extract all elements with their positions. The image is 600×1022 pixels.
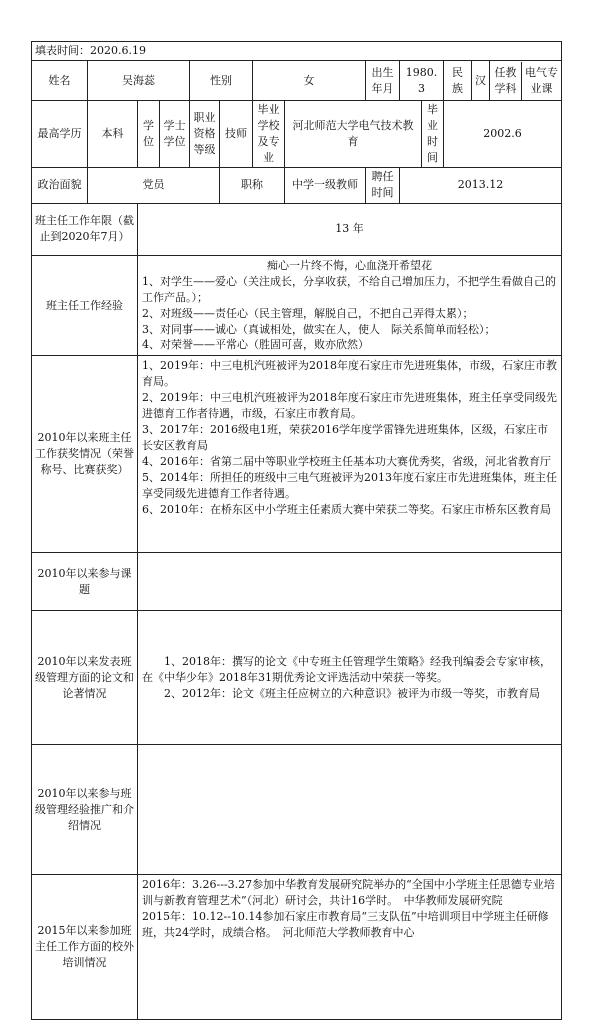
training-row	[32, 875, 562, 1020]
paper-item: 2、2012年：论文《班主任应树立的六种意识》被评为市级一等奖，市教育局	[164, 686, 540, 700]
years-label: 班主任工作年限（截止到2020年7月）	[32, 203, 138, 255]
experience-label: 班主任工作经验	[32, 255, 138, 356]
graduation-value: 2002.6	[444, 101, 562, 168]
experience-line: 1、对学生——爱心（关注成长，分享收获，不给自己增加压力，不把学生看做自己的工作产品。）；	[142, 274, 556, 304]
teacher-info-table	[31, 41, 562, 1020]
name-label: 姓名	[32, 61, 88, 101]
politics-value: 党员	[88, 167, 220, 203]
award-item: 2、2019年：中三电机汽班被评为2018年度石家庄市先进班集体，班主任享受同级先进德育工作者待遇，市级，石家庄市教育局。	[142, 391, 557, 421]
papers-label: 2010年以来发表班级管理方面的论文和论著情况	[32, 611, 138, 745]
fill-date-row	[32, 42, 562, 61]
paper-item: 1、2018年：撰写的论文《中专班主任管理学生策略》经我刊编委会专家审核，在《中华少年》2018年31期优秀论文评选活动中荣获一等奖。	[142, 654, 551, 684]
award-item: 6、2010年：在桥东区中小学班主任素质大赛中荣获二等奖。石家庄市桥东区教育局	[142, 502, 551, 516]
experience-heading: 痴心一片终不悔，心血浇开希望花	[267, 258, 433, 272]
title-label: 职称	[220, 167, 285, 203]
ethnic-label: 民族	[444, 61, 472, 101]
awards-label: 2010年以来班主任工作获奖情况（荣誉称号、比赛获奖）	[32, 356, 138, 553]
gender-value: 女	[253, 61, 366, 101]
training-item: 2016年：3.26---3.27参加中华教育发展研究院举办的“全国中小学班主任思德专业培训与新教育管理艺术”（河北）研讨会，共计16学时。 中华教师发展研究院	[142, 878, 555, 908]
award-item: 1、2019年：中三电机汽班被评为2018年度石家庄市先进班集体，市级，石家庄市教育局。	[142, 359, 557, 389]
education-label: 最高学历	[32, 101, 88, 168]
education-value: 本科	[88, 101, 138, 168]
experience-row	[32, 255, 562, 356]
basic-info-row	[32, 61, 562, 101]
experience-line: 3、对同事——诚心（真诚相处，做实在人，使人 际关系简单而轻松）；	[142, 322, 496, 336]
school-value: 河北师范大学电气技术教育	[285, 101, 422, 168]
years-row	[32, 203, 562, 255]
graduation-label: 毕业时间	[422, 101, 444, 168]
experience-line: 4、对荣誉——平常心（胜固可喜，败亦欣然）	[142, 338, 369, 352]
hire-label: 聘任时间	[366, 167, 400, 203]
subject-value: 电气专业课	[525, 65, 559, 95]
ethnic-value: 汉	[472, 61, 490, 101]
papers-content	[138, 611, 562, 745]
name-value: 吴海蕊	[88, 61, 190, 101]
award-item: 5、2014年：所担任的班级中三电气班被评为2013年度石家庄市先进班集体，班主任享受同级先进德育工作者待遇。	[142, 470, 557, 500]
topics-row	[32, 553, 562, 611]
politics-label: 政治面貌	[32, 167, 88, 203]
awards-row	[32, 356, 562, 553]
training-label: 2015年以来参加班主任工作方面的校外培训情况	[32, 875, 138, 1020]
topics-label: 2010年以来参与课题	[32, 553, 138, 611]
politics-row	[32, 167, 562, 203]
qualification-label: 职业资格等级	[190, 101, 220, 168]
award-item: 4、2016年：省第二届中等职业学校班主任基本功大赛优秀奖，省级，河北省教育厅	[142, 455, 551, 468]
subject-cell	[490, 61, 562, 101]
promotion-label: 2010年以来参与班级管理经验推广和介绍情况	[32, 745, 138, 875]
hire-value: 2013.12	[400, 167, 562, 203]
school-label: 毕业学校及专业	[253, 101, 285, 168]
birth-value: 1980.3	[400, 61, 444, 101]
experience-line: 2、对班级——责任心（民主管理，解脱自己，不把自己弄得太累）；	[142, 306, 474, 320]
birth-label: 出生年月	[366, 61, 400, 101]
awards-content	[138, 356, 562, 553]
degree-value: 学士学位	[160, 101, 190, 168]
fill-date: 填表时间：2020.6.19	[32, 42, 562, 61]
years-value: 13 年	[138, 203, 562, 255]
papers-row	[32, 611, 562, 745]
degree-label: 学位	[138, 101, 160, 168]
topics-content	[138, 553, 562, 611]
title-value: 中学一级教师	[285, 167, 366, 203]
gender-label: 性别	[190, 61, 253, 101]
award-item: 3、2017年：2016级电1班，荣获2016学年度学雷锋先进班集体，区级，石家庄市长安区教育局	[142, 423, 548, 453]
subject-label: 任教学科	[490, 62, 522, 100]
qualification-value: 技师	[220, 101, 253, 168]
promotion-row	[32, 745, 562, 875]
experience-content	[138, 255, 562, 356]
promotion-content	[138, 745, 562, 875]
training-content	[138, 875, 562, 1020]
education-row	[32, 101, 562, 168]
training-item: 2015年：10.12--10.14参加石家庄市教育局“三支队伍”中培训项目中学班主任研修班，共24学时，成绩合格。 河北师范大学教师教育中心	[142, 910, 549, 940]
